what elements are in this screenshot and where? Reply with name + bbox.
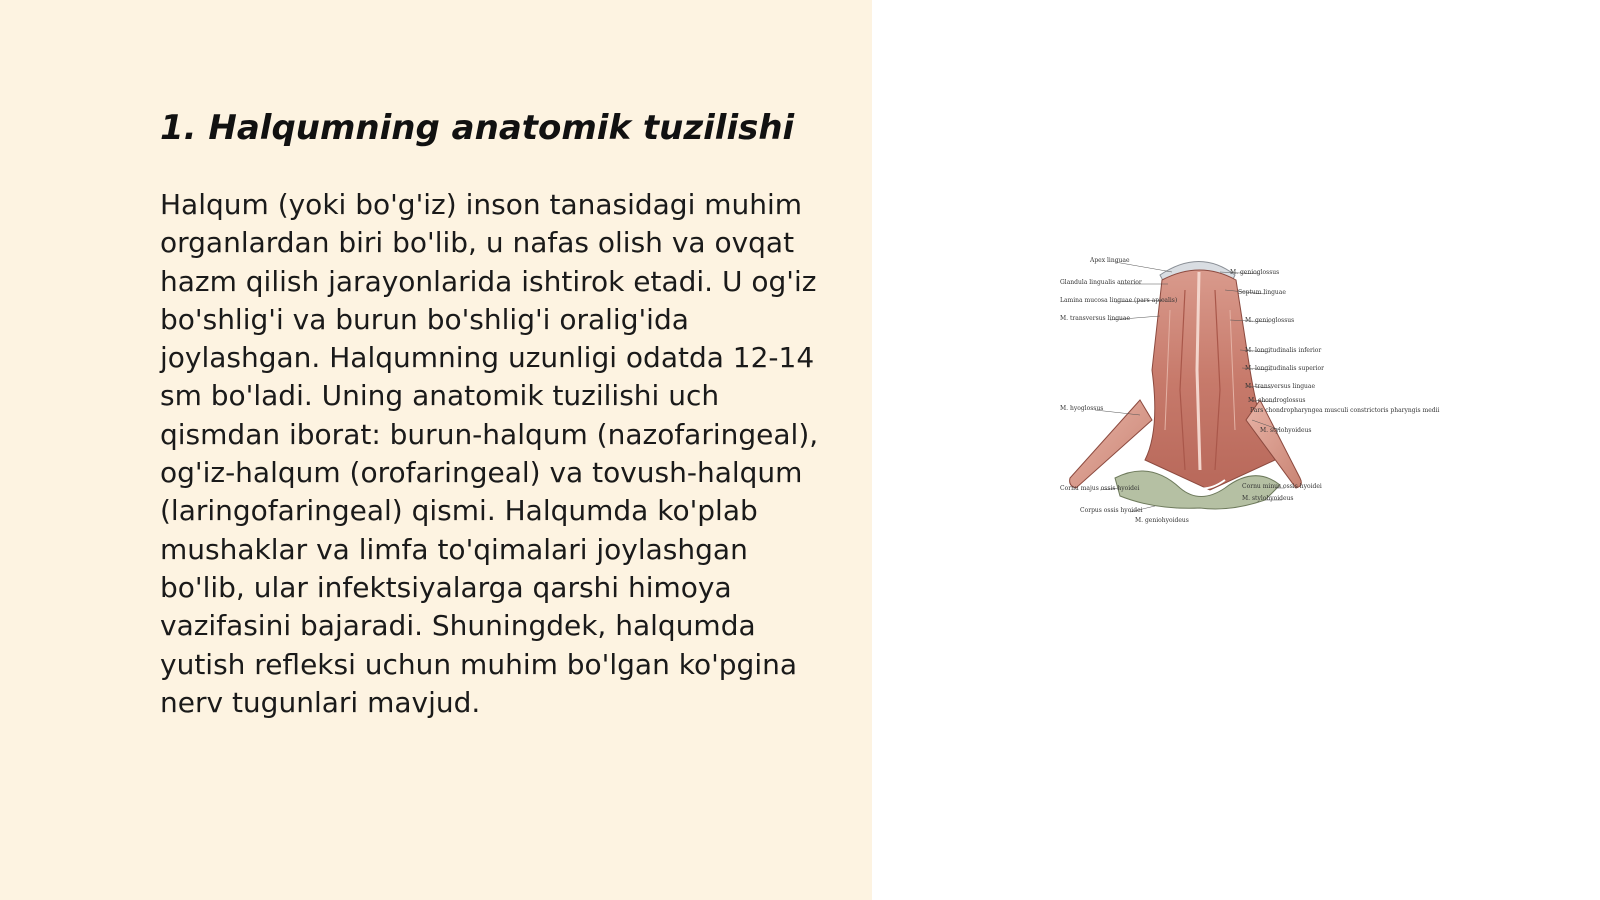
slide-title: 1. Halqumning anatomik tuzilishi	[160, 108, 795, 148]
label-lamina-mucosa: Lamina mucosa linguae (pars apicalis)	[1060, 297, 1178, 304]
label-stylohyoideus-2: M. stylohyoideus	[1242, 495, 1294, 502]
slide-body-text: Halqum (yoki bo'g'iz) inson tanasidagi muhim organlardan biri bo'lib, u nafas olish va ovqat hazm qilish jarayonlarida ishtirok etadi. U og'iz bo'shlig'i va burun bo'shlig'i oralig'ida joylashgan. Halqumning uzunligi odatda 12-14 sm bo'ladi. Uning anatomik tuzilishi uch qismdan iborat: burun-halqum (nazofaringeal), og'iz-halqum (orofaringeal) va tovush-halqum (laringofaringeal) qismi. Halqumda ko'plab mushaklar va limfa to'qimalari joylashgan bo'lib, ular infektsiyalarga qarshi himoya vazifasini bajaradi. Shuningdek, halqumda yutish refleksi uchun muhim bo'lgan ko'pgina nerv tugunlari mavjud.	[160, 188, 819, 719]
label-glandula: Glandula lingualis anterior	[1060, 279, 1142, 286]
label-cornu-minus: Cornu minus ossis hyoidei	[1242, 483, 1322, 490]
label-genioglossus-2: M. genioglossus	[1245, 317, 1295, 324]
label-chondroglossus: M. chondroglossus	[1248, 397, 1306, 404]
label-apex-linguae: Apex linguae	[1090, 257, 1130, 264]
label-cornu-majus: Cornu majus ossis hyoidei	[1060, 485, 1140, 492]
label-hyoglossus: M. hyoglossus	[1060, 405, 1104, 412]
label-corpus-hyoidei: Corpus ossis hyoidei	[1080, 507, 1143, 514]
tongue-anatomy-illustration	[1060, 250, 1440, 535]
label-transversus-right: M. transversus linguae	[1245, 383, 1316, 390]
label-stylohyoideus-1: M. stylohyoideus	[1260, 427, 1312, 434]
label-septum-linguae: Septum linguae	[1238, 289, 1286, 296]
label-geniohyoideus: M. geniohyoideus	[1135, 517, 1189, 524]
tongue-anatomy-svg	[1060, 250, 1440, 535]
label-transversus-left: M. transversus linguae	[1060, 315, 1131, 322]
label-genioglossus-1: M. genioglossus	[1230, 269, 1280, 276]
label-pars-chondropharyngea: Pars chondropharyngea musculi constrictoris pharyngis medii	[1250, 407, 1440, 414]
label-long-inferior: M. longitudinalis inferior	[1245, 347, 1322, 354]
label-long-superior: M. longitudinalis superior	[1245, 365, 1325, 372]
